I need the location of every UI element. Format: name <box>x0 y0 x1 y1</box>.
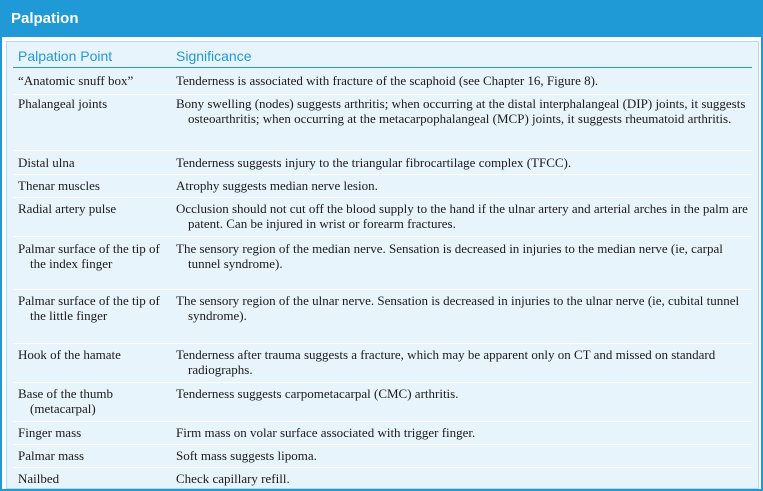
row-significance: Atrophy suggests median nerve lesion. <box>176 178 378 193</box>
table-body <box>6 41 759 489</box>
table-row <box>13 175 752 198</box>
row-point: Base of the thumb (metacarpal) <box>18 386 113 416</box>
row-significance: Tenderness suggests injury to the triangular fibrocartilage complex (TFCC). <box>176 155 572 170</box>
table-row <box>13 95 752 151</box>
row-point: Finger mass <box>18 425 82 440</box>
table-row <box>13 468 752 490</box>
row-point: Thenar muscles <box>18 178 100 193</box>
row-significance: Occlusion should not cut off the blood supply to the hand if the ulnar artery and arterial arches in the palm are patent. Can be injured in wrist or forearm fractures. <box>176 201 748 231</box>
row-point: Palmar surface of the tip of the index finger <box>18 241 160 271</box>
table-row <box>13 198 752 237</box>
row-point: Phalangeal joints <box>18 96 108 111</box>
row-significance: Firm mass on volar surface associated with trigger finger. <box>176 425 476 440</box>
table-row <box>13 344 752 383</box>
row-significance: Bony swelling (nodes) suggests arthritis; when occurring at the distal interphalangeal (DIP) joints, it suggests osteoarthritis; when occurring at the metacarpophalangeal (MCP) joints, it suggests rheumatoid arthritis. <box>176 96 746 126</box>
table-row <box>13 422 752 445</box>
table-row <box>13 290 752 344</box>
column-header-significance: Significance <box>176 48 252 64</box>
table-row <box>13 445 752 468</box>
row-point: Palmar surface of the tip of the little finger <box>18 293 160 323</box>
row-point: “Anatomic snuff box” <box>18 73 134 88</box>
header-rule <box>13 67 752 68</box>
row-point: Radial artery pulse <box>18 201 117 216</box>
row-point: Hook of the hamate <box>18 347 121 362</box>
row-point: Nailbed <box>18 471 60 486</box>
row-significance: Check capillary refill. <box>176 471 290 486</box>
table-rows <box>13 69 752 490</box>
table-row <box>13 69 752 95</box>
row-significance: Tenderness suggests carpometacarpal (CMC) arthritis. <box>176 386 459 401</box>
table-row <box>13 237 752 290</box>
row-significance: Tenderness is associated with fracture of the scaphoid (see Chapter 16, Figure 8). <box>176 73 599 88</box>
table-header-bar <box>2 2 761 39</box>
table-title: Palpation <box>11 10 79 27</box>
row-significance: Soft mass suggests lipoma. <box>176 448 317 463</box>
row-point: Distal ulna <box>18 155 75 170</box>
table-row <box>13 151 752 175</box>
column-header-point: Palpation Point <box>18 48 113 64</box>
row-point: Palmar mass <box>18 448 85 463</box>
table-row <box>13 383 752 422</box>
row-significance: The sensory region of the median nerve. Sensation is decreased in injuries to the median nerve (ie, carpal tunnel syndrome). <box>176 241 723 271</box>
row-significance: Tenderness after trauma suggests a fracture, which may be apparent only on CT and missed on standard radiographs. <box>176 347 716 377</box>
row-significance: The sensory region of the ulnar nerve. Sensation is decreased in injuries to the ulnar nerve (ie, cubital tunnel syndrome). <box>176 293 740 323</box>
